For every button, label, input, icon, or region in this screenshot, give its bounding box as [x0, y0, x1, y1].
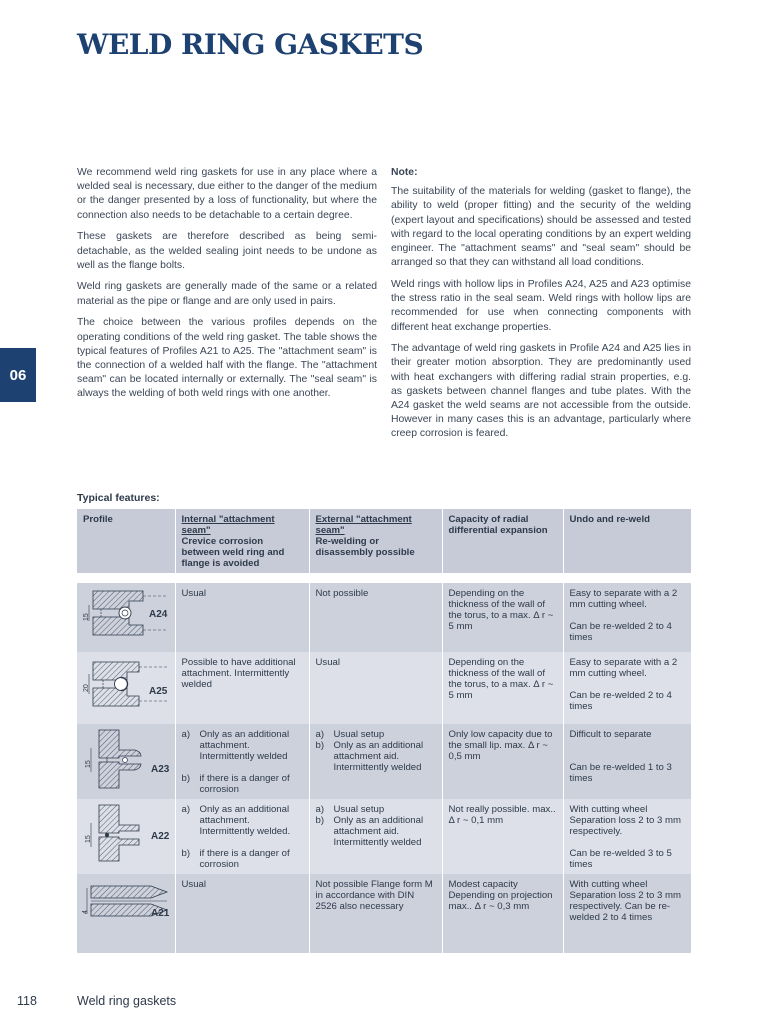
paragraph: The suitability of the materials for welding (gasket to flange), the ability to weld (proper fitting) and the security of the welding (expert layout and specifications) should be assessed and tested with regard to the local operating conditions by an expert welding engineer. The "attachment seams" and "seal seam" should be arranged so that they can withstand all load conditions. — [391, 186, 691, 269]
undo-cell: Difficult to separate Can be re-welded 1 to 3 times — [563, 724, 691, 799]
chapter-tab: 06 — [0, 348, 36, 402]
capacity-cell: Not really possible. max.. Δ r ~ 0,1 mm — [442, 799, 563, 874]
dimension-label: 4 — [82, 910, 89, 914]
capacity-cell: Modest capacity Depending on projection max.. Δ r ~ 0,3 mm — [442, 874, 563, 953]
header-capacity: Capacity of radial differential expansion — [442, 509, 563, 573]
paragraph: These gaskets are therefore described as being semi-detachable, as the welded sealing joint needs to be undone as well as the flange bolts. — [77, 231, 377, 271]
dimension-label: 15 — [85, 760, 92, 768]
header-undo: Undo and re-weld — [563, 509, 691, 573]
undo-cell: With cutting wheel Separation loss 2 to 3 mm respectively. Can be re-welded 3 to 5 times — [563, 799, 691, 874]
intro-column — [77, 166, 377, 409]
header-profile: Profile — [77, 509, 175, 573]
table-row — [77, 874, 691, 953]
paragraph: We recommend weld ring gaskets for use in any place where a welded seal is necessary, due either to the danger of the medium or the danger presented by a loss of functionality, but where the connection also needs to be detachable to a certain degree. — [77, 167, 377, 221]
undo-cell: With cutting wheel Separation loss 2 to 3 mm respectively. Can be re-welded 2 to 4 times — [563, 874, 691, 953]
capacity-cell: Only low capacity due to the small lip. max. Δ r ~ 0,5 mm — [442, 724, 563, 799]
paragraph: The advantage of weld ring gaskets in Profile A24 and A25 lies in their greater motion absorption. They are predominantly used with heat exchangers with differing radial strain properties, e.g. as gaskets between channel flanges and tube plates. With the A24 gasket the weld seams are not accessible from the outside. However in many cases this is an advantage, particularly where creep corrosion is feared. — [391, 343, 691, 440]
profile-cell — [77, 874, 175, 953]
external-seam-cell: a) Usual setup b) Only as an additional attachment aid. Intermittently welded — [309, 799, 442, 874]
internal-seam-cell: Usual — [175, 583, 309, 652]
external-seam-cell: Not possible Flange form M in accordance with DIN 2526 also necessary — [309, 874, 442, 953]
dimension-label: 15 — [83, 613, 90, 621]
features-table — [77, 509, 691, 953]
undo-cell: Easy to separate with a 2 mm cutting wheel. Can be re-welded 2 to 4 times — [563, 652, 691, 724]
header-external: External "attachment seam" Re-welding or disassembly possible — [309, 509, 442, 573]
paragraph: Weld rings with hollow lips in Profiles A24, A25 and A23 optimise the stress ratio in the seal seam. Weld rings with hollow lips are recommended for use when connecting components with different heat exchange properties. — [391, 278, 691, 333]
dimension-label: 20 — [83, 684, 90, 692]
page-title: WELD RING GASKETS — [77, 28, 424, 61]
internal-seam-cell: a) Only as an additional attachment. Intermittently welded b) if there is a danger of corrosion — [175, 724, 309, 799]
internal-seam-cell: a) Only as an additional attachment. Intermittently welded. b) if there is a danger of corrosion — [175, 799, 309, 874]
profile-cell — [77, 799, 175, 874]
table-header-row — [77, 509, 691, 573]
profile-label: A25 — [149, 686, 168, 697]
table-row — [77, 724, 691, 799]
table-row — [77, 652, 691, 724]
external-seam-cell: Usual — [309, 652, 442, 724]
typical-features-label: Typical features: — [77, 492, 160, 504]
profile-cell — [77, 724, 175, 799]
profile-label: A21 — [151, 908, 170, 919]
profile-label: A24 — [149, 609, 168, 620]
capacity-cell: Depending on the thickness of the wall of the torus, to a max. Δ r ~ 5 mm — [442, 652, 563, 724]
header-internal: Internal "attachment seam" Crevice corrosion between weld ring and flange is avoided — [175, 509, 309, 573]
note-heading: Note: — [391, 167, 418, 178]
profile-cell — [77, 652, 175, 724]
table-row — [77, 799, 691, 874]
profile-label: A22 — [151, 831, 170, 842]
external-seam-cell: Not possible — [309, 583, 442, 652]
internal-seam-cell: Usual — [175, 874, 309, 953]
paragraph: The choice between the various profiles depends on the operating conditions of the weld ring gasket. The table shows the typical features of Profiles A21 to A25. The "attachment seam" is the connection of a welded half with the flange. The "attachment seam" can be located internally or externally. The "seal seam" is always the welding of both weld rings with one another. — [77, 317, 377, 400]
external-seam-cell: a) Usual setup b) Only as an additional attachment aid. Intermittently welded — [309, 724, 442, 799]
capacity-cell: Depending on the thickness of the wall of the torus, to a max. Δ r ~ 5 mm — [442, 583, 563, 652]
profile-cell — [77, 583, 175, 652]
table-row — [77, 583, 691, 652]
dimension-label: 15 — [85, 835, 92, 843]
a23-profile-drawing — [79, 728, 173, 790]
note-column — [391, 166, 691, 449]
paragraph: Weld ring gaskets are generally made of the same or a related material as the pipe or flange and are only used in pairs. — [77, 281, 377, 307]
page-number: 118 — [17, 994, 37, 1008]
profile-label: A23 — [151, 764, 170, 775]
undo-cell: Easy to separate with a 2 mm cutting wheel. Can be re-welded 2 to 4 times — [563, 583, 691, 652]
footer-section-title: Weld ring gaskets — [77, 994, 177, 1008]
internal-seam-cell: Possible to have additional attachment. Intermittently welded — [175, 652, 309, 724]
